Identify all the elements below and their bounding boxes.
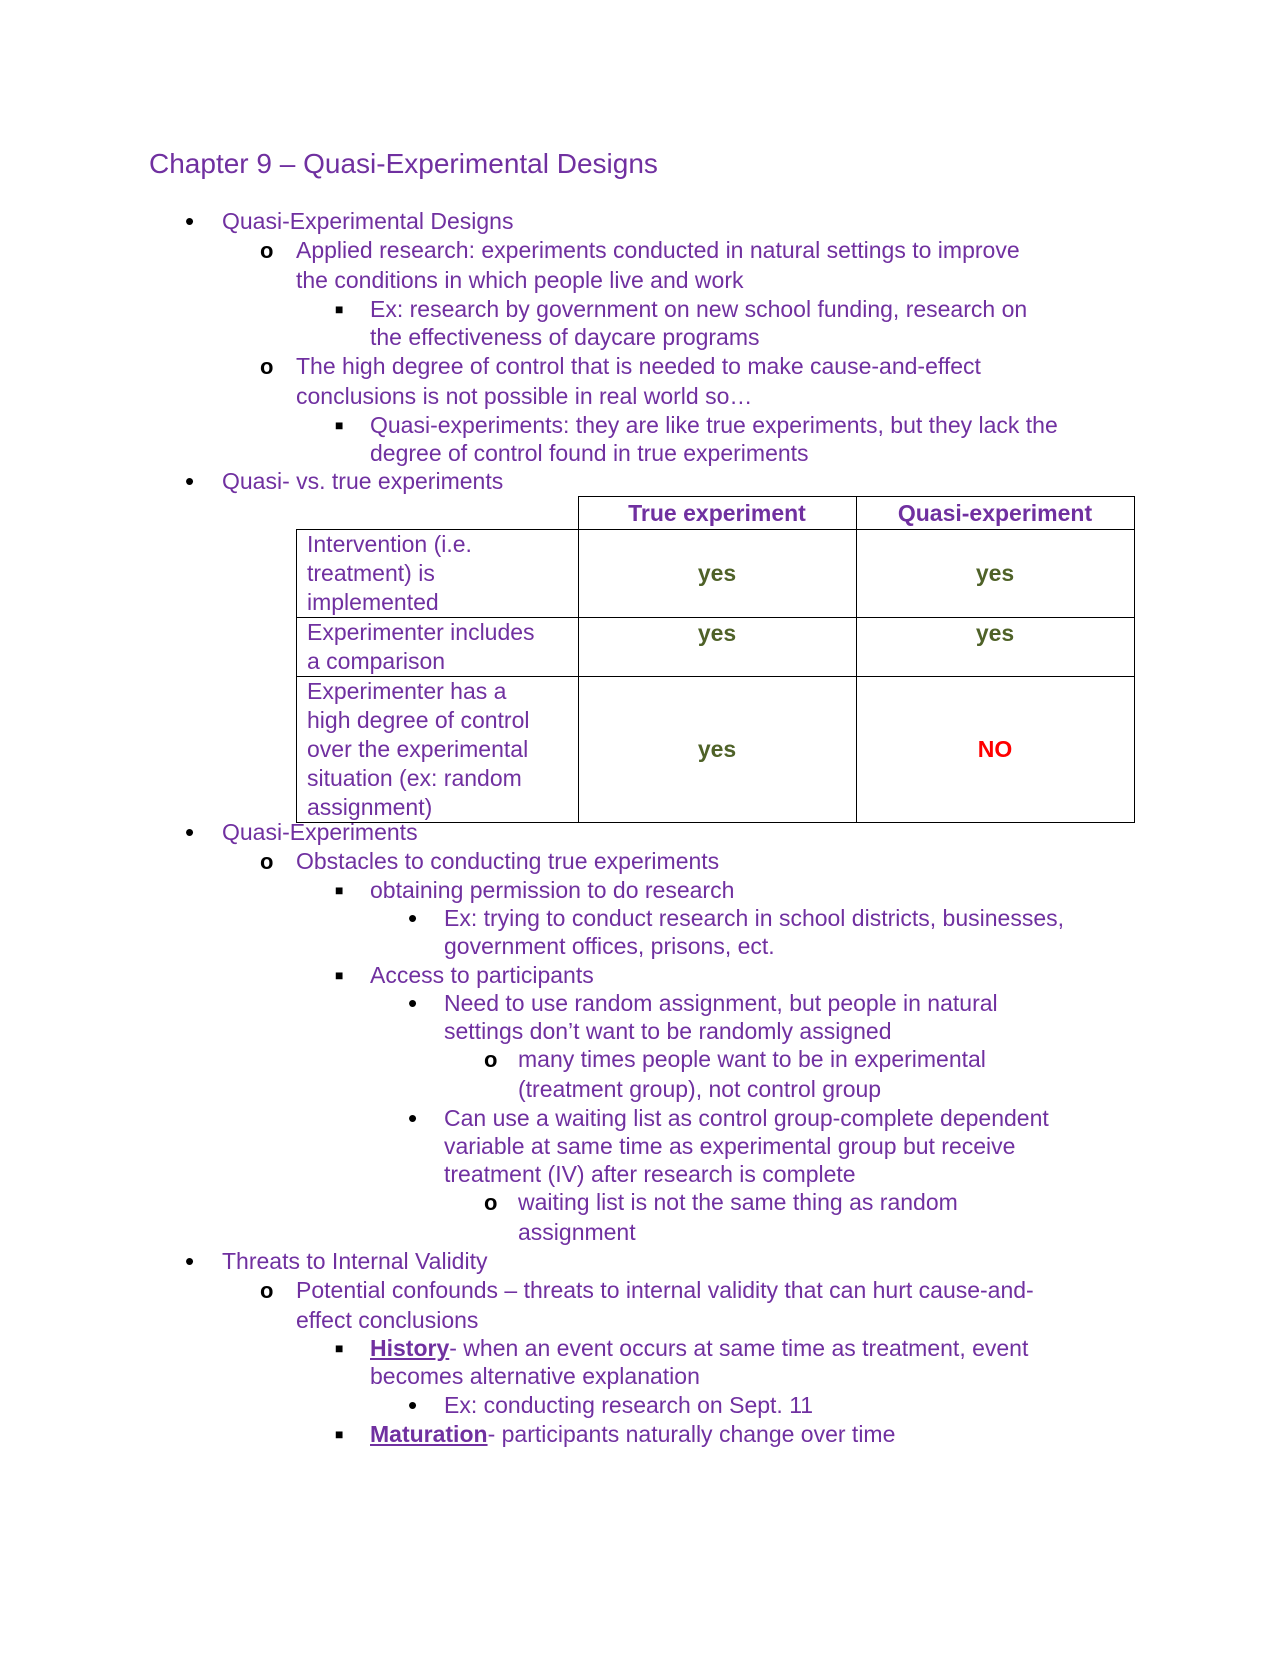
list-item-history: History- when an event occurs at same time as treatment, event: [370, 1335, 1029, 1361]
list-item-continued: settings don’t want to be randomly assigned: [444, 1018, 892, 1044]
square-bullet-icon: ■: [335, 1340, 344, 1356]
bullet-icon: •: [408, 1103, 418, 1133]
bullet-icon: •: [185, 206, 195, 236]
list-item: The high degree of control that is needed to make cause-and-effect: [296, 353, 981, 379]
bullet-icon: •: [185, 466, 195, 496]
list-item: Potential confounds – threats to internal validity that can hurt cause-and-: [296, 1277, 1034, 1303]
cell-value-no: NO: [856, 677, 1134, 823]
table-corner-cell: [297, 497, 579, 530]
list-item-continued: the effectiveness of daycare programs: [370, 324, 760, 350]
column-header: True experiment: [578, 497, 856, 530]
row-label: Intervention (i.e. treatment) is implemented: [297, 530, 579, 618]
circle-bullet-icon: o: [260, 849, 274, 874]
list-item-continued: the conditions in which people live and work: [296, 267, 744, 293]
list-item: waiting list is not the same thing as random: [518, 1189, 958, 1215]
column-header: Quasi-experiment: [856, 497, 1134, 530]
table-row: [297, 530, 1135, 618]
list-item-continued: conclusions is not possible in real world so…: [296, 383, 753, 409]
bullet-icon: •: [408, 1390, 418, 1420]
circle-bullet-icon: o: [260, 354, 274, 379]
list-item: Ex: conducting research on Sept. 11: [444, 1392, 814, 1418]
table-row: [297, 618, 1135, 677]
bullet-icon: •: [185, 817, 195, 847]
page-title: Chapter 9 – Quasi-Experimental Designs: [149, 148, 658, 179]
list-item: many times people want to be in experimental: [518, 1046, 986, 1072]
bullet-icon: •: [408, 988, 418, 1018]
section-heading: Quasi- vs. true experiments: [222, 468, 504, 494]
cell-value: yes: [578, 530, 856, 618]
square-bullet-icon: ■: [335, 1426, 344, 1442]
comparison-table: [296, 496, 1135, 823]
circle-bullet-icon: o: [260, 1278, 274, 1303]
list-item: Applied research: experiments conducted in natural settings to improve: [296, 237, 1020, 263]
list-item: Quasi-experiments: they are like true experiments, but they lack the: [370, 412, 1058, 438]
square-bullet-icon: ■: [335, 882, 344, 898]
list-item-continued: assignment: [518, 1219, 636, 1245]
list-item: Access to participants: [370, 962, 594, 988]
circle-bullet-icon: o: [484, 1190, 498, 1215]
term-maturation: Maturation: [370, 1421, 488, 1447]
bullet-icon: •: [185, 1246, 195, 1276]
list-item: Can use a waiting list as control group-complete dependent: [444, 1105, 1049, 1131]
list-item: Need to use random assignment, but people in natural: [444, 990, 998, 1016]
list-item: Ex: research by government on new school funding, research on: [370, 296, 1028, 322]
section-heading: Quasi-Experiments: [222, 819, 418, 845]
list-item-continued: effect conclusions: [296, 1307, 479, 1333]
row-label: Experimenter includes a comparison: [297, 618, 579, 677]
list-item: Obstacles to conducting true experiments: [296, 848, 720, 874]
square-bullet-icon: ■: [335, 417, 344, 433]
table-row: [297, 677, 1135, 823]
circle-bullet-icon: o: [260, 238, 274, 263]
list-item-continued: (treatment group), not control group: [518, 1076, 882, 1102]
section-heading: Threats to Internal Validity: [222, 1248, 488, 1274]
list-item-continued: government offices, prisons, ect.: [444, 933, 775, 959]
row-label: Experimenter has a high degree of control over the experimental situation (ex: random assignment): [297, 677, 579, 823]
cell-value: yes: [578, 618, 856, 677]
cell-value: yes: [578, 677, 856, 823]
list-item-continued: treatment (IV) after research is complete: [444, 1161, 856, 1187]
bullet-icon: •: [408, 903, 418, 933]
table-header-row: [297, 497, 1135, 530]
square-bullet-icon: ■: [335, 301, 344, 317]
list-item-continued: degree of control found in true experiments: [370, 440, 809, 466]
list-item-continued: becomes alternative explanation: [370, 1363, 700, 1389]
list-item-continued: variable at same time as experimental group but receive: [444, 1133, 1016, 1159]
list-item: Ex: trying to conduct research in school districts, businesses,: [444, 905, 1065, 931]
list-item-maturation: Maturation- participants naturally change over time: [370, 1421, 896, 1447]
section-heading: Quasi-Experimental Designs: [222, 208, 514, 234]
square-bullet-icon: ■: [335, 967, 344, 983]
cell-value: yes: [856, 530, 1134, 618]
cell-value: yes: [856, 618, 1134, 677]
circle-bullet-icon: o: [484, 1047, 498, 1072]
list-item: obtaining permission to do research: [370, 877, 735, 903]
term-history: History: [370, 1335, 450, 1361]
